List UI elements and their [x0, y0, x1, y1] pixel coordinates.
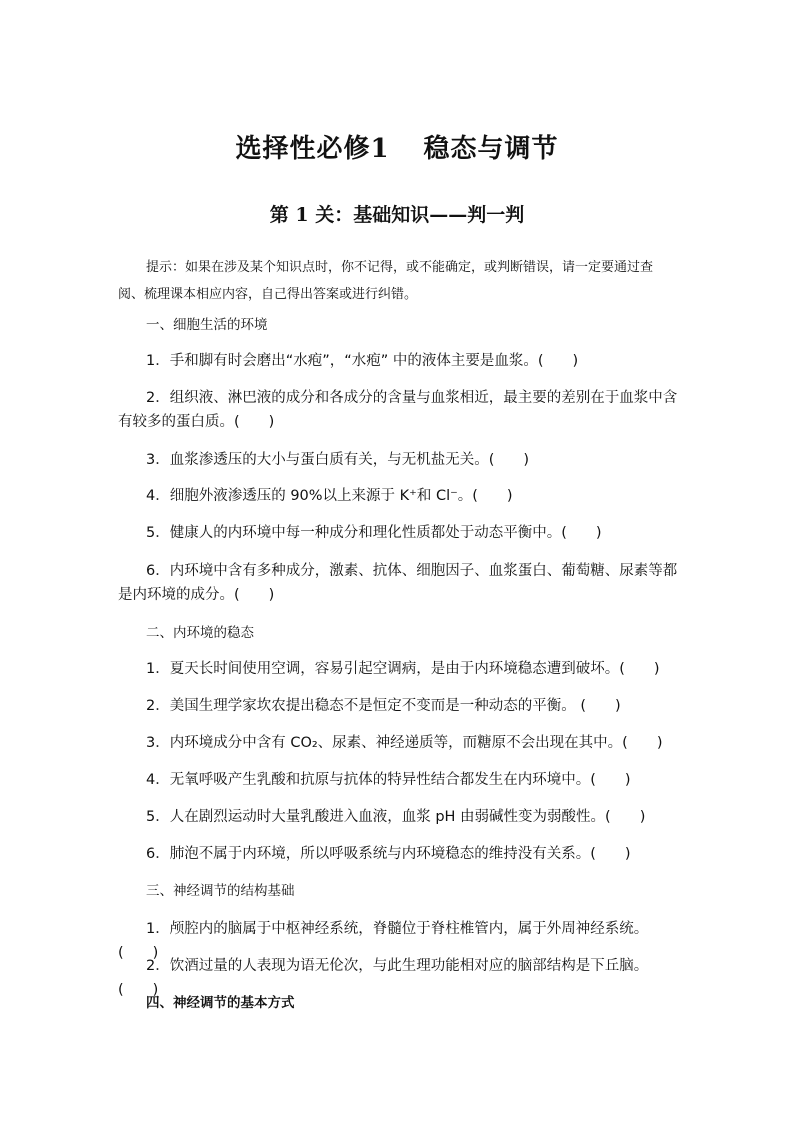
section-heading: 二、内环境的稳态 [146, 625, 254, 641]
question-item: 6．内环境中含有多种成分，激素、抗体、细胞因子、血浆蛋白、葡萄糖、尿素等都是内环境的成分。( ) [118, 563, 678, 603]
question-item: 5．健康人的内环境中每一种成分和理化性质都处于动态平衡中。( ) [146, 525, 602, 541]
question-item: 2．组织液、淋巴液的成分和各成分的含量与血浆相近，最主要的差别在于血浆中含有较多的蛋白质。( ) [118, 390, 678, 430]
section-heading: 三、神经调节的结构基础 [146, 883, 295, 899]
question-item: 3．内环境成分中含有 CO₂、尿素、神经递质等，而糖原不会出现在其中。( ) [146, 735, 663, 751]
page-subtitle: 第 1 关：基础知识——判一判 [269, 204, 525, 226]
question-item: 4．细胞外液渗透压的 90%以上来源于 K⁺和 Cl⁻。( ) [146, 488, 513, 504]
question-item: 3．血浆渗透压的大小与蛋白质有关，与无机盐无关。( ) [146, 452, 530, 468]
section-heading: 四、神经调节的基本方式 [146, 995, 295, 1011]
hint-paragraph: 提示：如果在涉及某个知识点时，你不记得，或不能确定，或判断错误，请一定要通过查阅、梳理课本相应内容，自己得出答案或进行纠错。 [118, 260, 654, 302]
question-item: 5．人在剧烈运动时大量乳酸进入血液，血浆 pH 由弱碱性变为弱酸性。( ) [146, 809, 646, 825]
title-part2: 稳态与调节 [423, 134, 559, 164]
question-item: 1．夏天长时间使用空调，容易引起空调病，是由于内环境稳态遭到破坏。( ) [146, 661, 660, 677]
title-part1: 选择性必修1 [235, 134, 390, 164]
page-title [0, 128, 794, 165]
question-item: 1．颅腔内的脑属于中枢神经系统，脊髓位于脊柱椎管内，属于外周神经系统。( ) [118, 921, 649, 961]
question-item: 1．手和脚有时会磨出“水疱”，“水疱” 中的液体主要是血浆。( ) [146, 353, 579, 369]
question-item: 2．美国生理学家坎农提出稳态不是恒定不变而是一种动态的平衡。 ( ) [146, 698, 621, 714]
question-item: 4．无氧呼吸产生乳酸和抗原与抗体的特异性结合都发生在内环境中。( ) [146, 772, 631, 788]
question-item: 6．肺泡不属于内环境，所以呼吸系统与内环境稳态的维持没有关系。( ) [146, 846, 631, 862]
section-heading: 一、细胞生活的环境 [146, 317, 268, 333]
question-item: 2．饮酒过量的人表现为语无伦次，与此生理功能相对应的脑部结构是下丘脑。( ) [118, 958, 649, 998]
